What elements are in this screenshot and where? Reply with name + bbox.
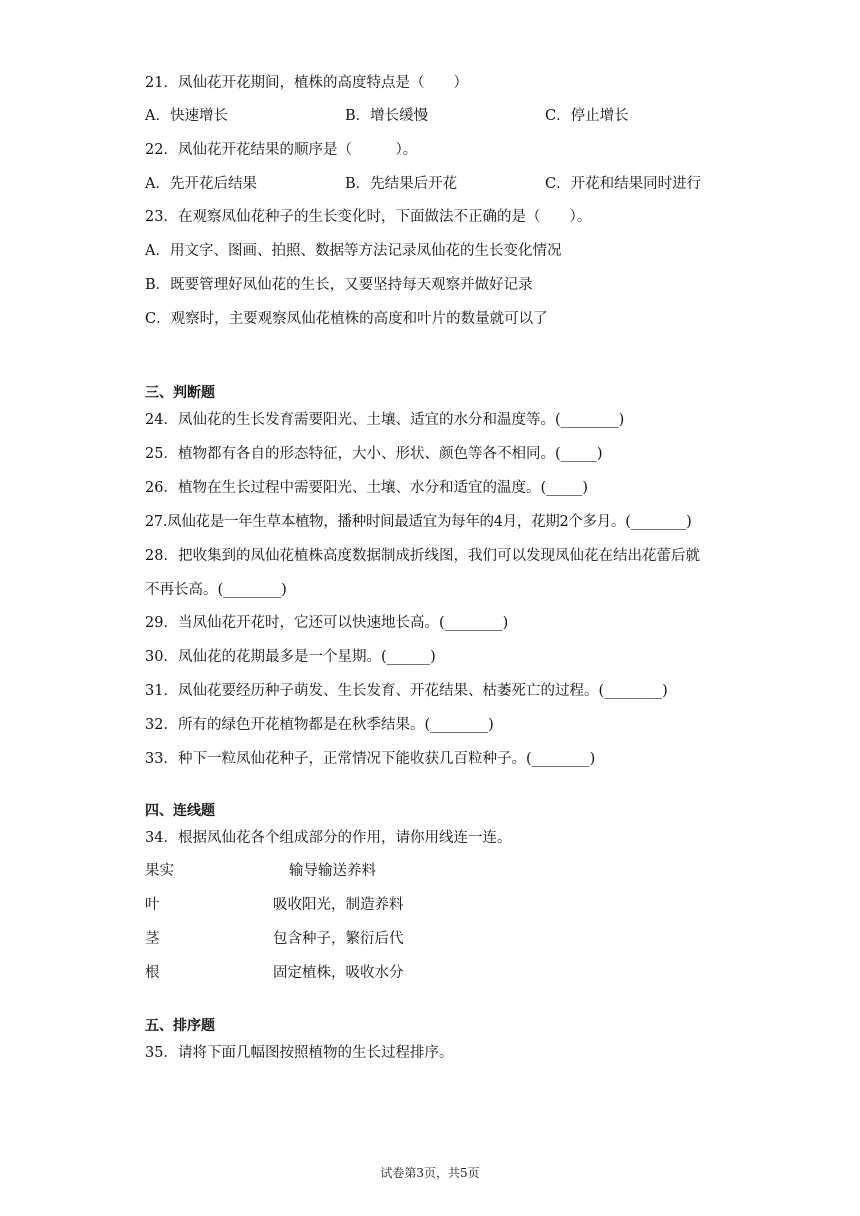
question-34-stem: 34．根据凤仙花各个组成部分的作用，请你用线连一连。 bbox=[145, 830, 512, 846]
question-23-option-c: C．观察时，主要观察凤仙花植株的高度和叶片的数量就可以了 bbox=[145, 311, 548, 327]
page-footer: 试卷第3页，共5页 bbox=[380, 1166, 480, 1180]
section-3-title: 三、判断题 bbox=[145, 385, 215, 401]
matching-left-item[interactable]: 茎 bbox=[145, 931, 160, 947]
question-28: 28．把收集到的凤仙花植株高度数据制成折线图，我们可以发现凤仙花在结出花蕾后就 bbox=[145, 548, 700, 564]
question-26: 26．植物在生长过程中需要阳光、土壤、水分和适宜的温度。(_____) bbox=[145, 480, 589, 496]
question-27: 27.凤仙花是一年生草本植物，播种时间最适宜为每年的4月，花期2个多月。(________) bbox=[145, 514, 692, 530]
matching-right-item[interactable]: 包含种子，繁衍后代 bbox=[273, 931, 404, 947]
question-21-option-c: C．停止增长 bbox=[545, 108, 629, 124]
question-28-continued: 不再长高。(________) bbox=[145, 582, 287, 598]
matching-right-item[interactable]: 固定植株，吸收水分 bbox=[273, 965, 404, 981]
question-32: 32．所有的绿色开花植物都是在秋季结果。(________) bbox=[145, 717, 494, 733]
question-22-stem: 22．凤仙花开花结果的顺序是（ ）。 bbox=[145, 142, 418, 158]
question-21-option-a: A．快速增长 bbox=[145, 108, 228, 124]
question-33: 33．种下一粒凤仙花种子，正常情况下能收获几百粒种子。(________) bbox=[145, 751, 596, 767]
question-22-option-a: A．先开花后结果 bbox=[145, 176, 257, 192]
matching-right-item[interactable]: 吸收阳光，制造养料 bbox=[273, 897, 404, 913]
question-24: 24．凤仙花的生长发育需要阳光、土壤、适宜的水分和温度等。(________) bbox=[145, 412, 625, 428]
question-21-option-b: B．增长缓慢 bbox=[345, 108, 429, 124]
section-4-title: 四、连线题 bbox=[145, 803, 215, 819]
question-23-option-b: B．既要管理好凤仙花的生长，又要坚持每天观察并做好记录 bbox=[145, 277, 533, 293]
question-22-option-b: B．先结果后开花 bbox=[345, 176, 458, 192]
question-22-option-c: C．开花和结果同时进行 bbox=[545, 176, 702, 192]
question-23-stem: 23．在观察凤仙花种子的生长变化时，下面做法不正确的是（ ）。 bbox=[145, 209, 592, 225]
matching-left-item[interactable]: 根 bbox=[145, 965, 160, 981]
matching-left-item[interactable]: 叶 bbox=[145, 897, 160, 913]
matching-right-item[interactable]: 输导输送养料 bbox=[289, 863, 376, 879]
question-25: 25．植物都有各自的形态特征，大小、形状、颜色等各不相同。(_____) bbox=[145, 446, 603, 462]
matching-left-item[interactable]: 果实 bbox=[145, 863, 174, 879]
question-29: 29．当凤仙花开花时，它还可以快速地长高。(________) bbox=[145, 615, 509, 631]
question-23-option-a: A．用文字、图画、拍照、数据等方法记录凤仙花的生长变化情况 bbox=[145, 243, 562, 259]
question-31: 31．凤仙花要经历种子萌发、生长发育、开花结果、枯萎死亡的过程。(________) bbox=[145, 683, 668, 699]
question-21-stem: 21．凤仙花开花期间，植株的高度特点是（ ） bbox=[145, 75, 468, 91]
question-35-stem: 35．请将下面几幅图按照植物的生长过程排序。 bbox=[145, 1045, 454, 1061]
section-5-title: 五、排序题 bbox=[145, 1018, 215, 1034]
question-30: 30．凤仙花的花期最多是一个星期。(______) bbox=[145, 649, 436, 665]
